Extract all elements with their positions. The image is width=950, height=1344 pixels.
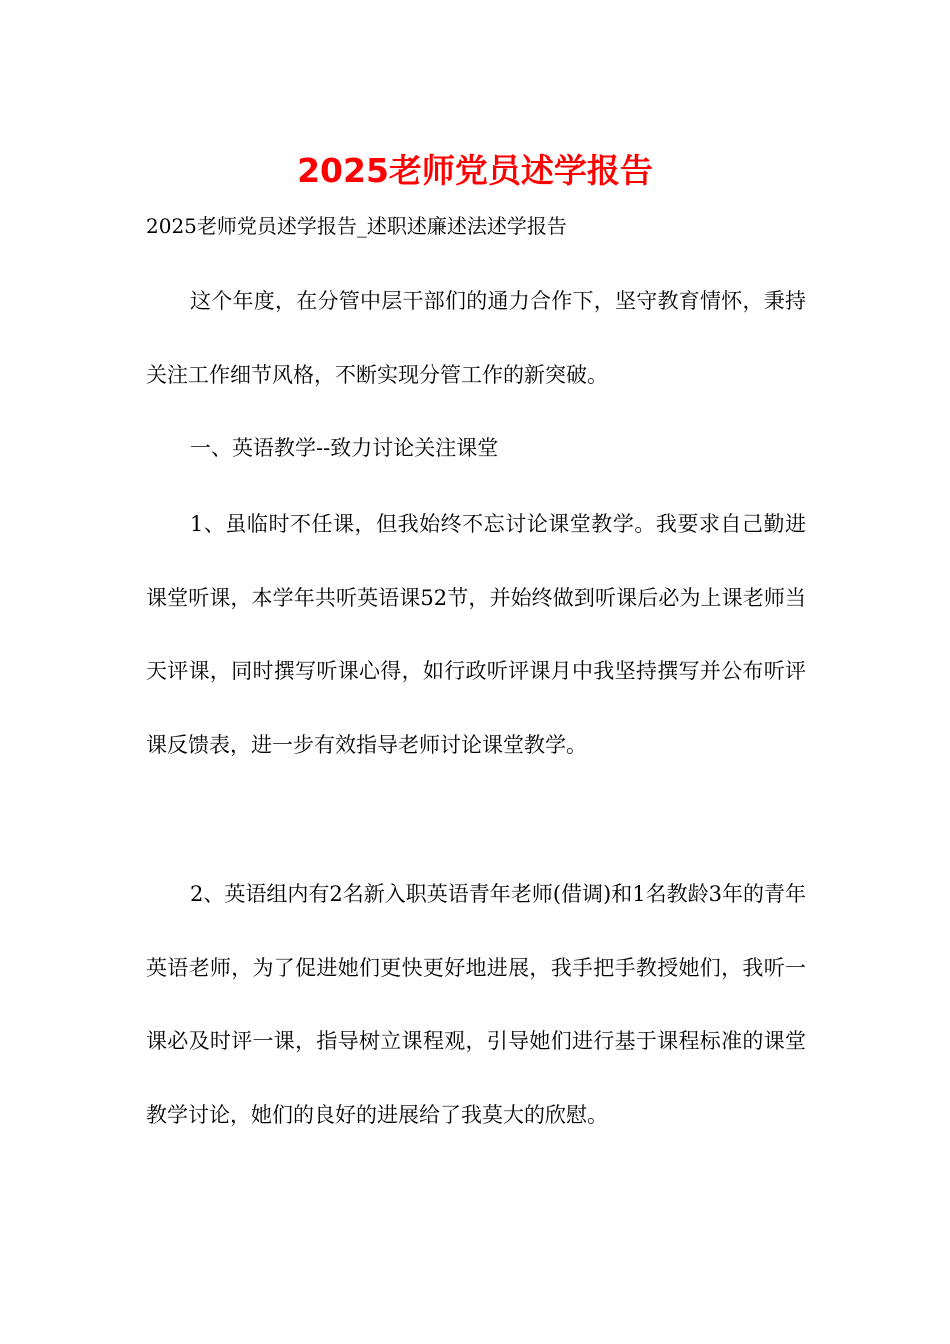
section-heading-english-teaching: 一、英语教学--致力讨论关注课堂 <box>190 436 499 460</box>
document-title: 2025老师党员述学报告 <box>297 151 653 190</box>
paragraph-intro: 这个年度，在分管中层干部们的通力合作下，坚守教育情怀，秉持关注工作细节风格，不断实现分管工作的新突破。 <box>146 289 806 387</box>
document-subtitle: 2025老师党员述学报告_述职述廉述法述学报告 <box>146 214 567 238</box>
paragraph-item-1: 1、虽临时不任课，但我始终不忘讨论课堂教学。我要求自己勤进课堂听课，本学年共听英语课52节，并始终做到听课后必为上课老师当天评课，同时撰写听课心得，如行政听评课月中我坚持撰写并公布听评课反馈表，进一步有效指导老师讨论课堂教学。 <box>146 512 806 757</box>
paragraph-item-2: 2、英语组内有2名新入职英语青年老师(借调)和1名教龄3年的青年英语老师，为了促进她们更快更好地进展，我手把手教授她们，我听一课必及时评一课，指导树立课程观，引导她们进行基于课程标准的课堂教学讨论，她们的良好的进展给了我莫大的欣慰。 <box>146 882 806 1127</box>
